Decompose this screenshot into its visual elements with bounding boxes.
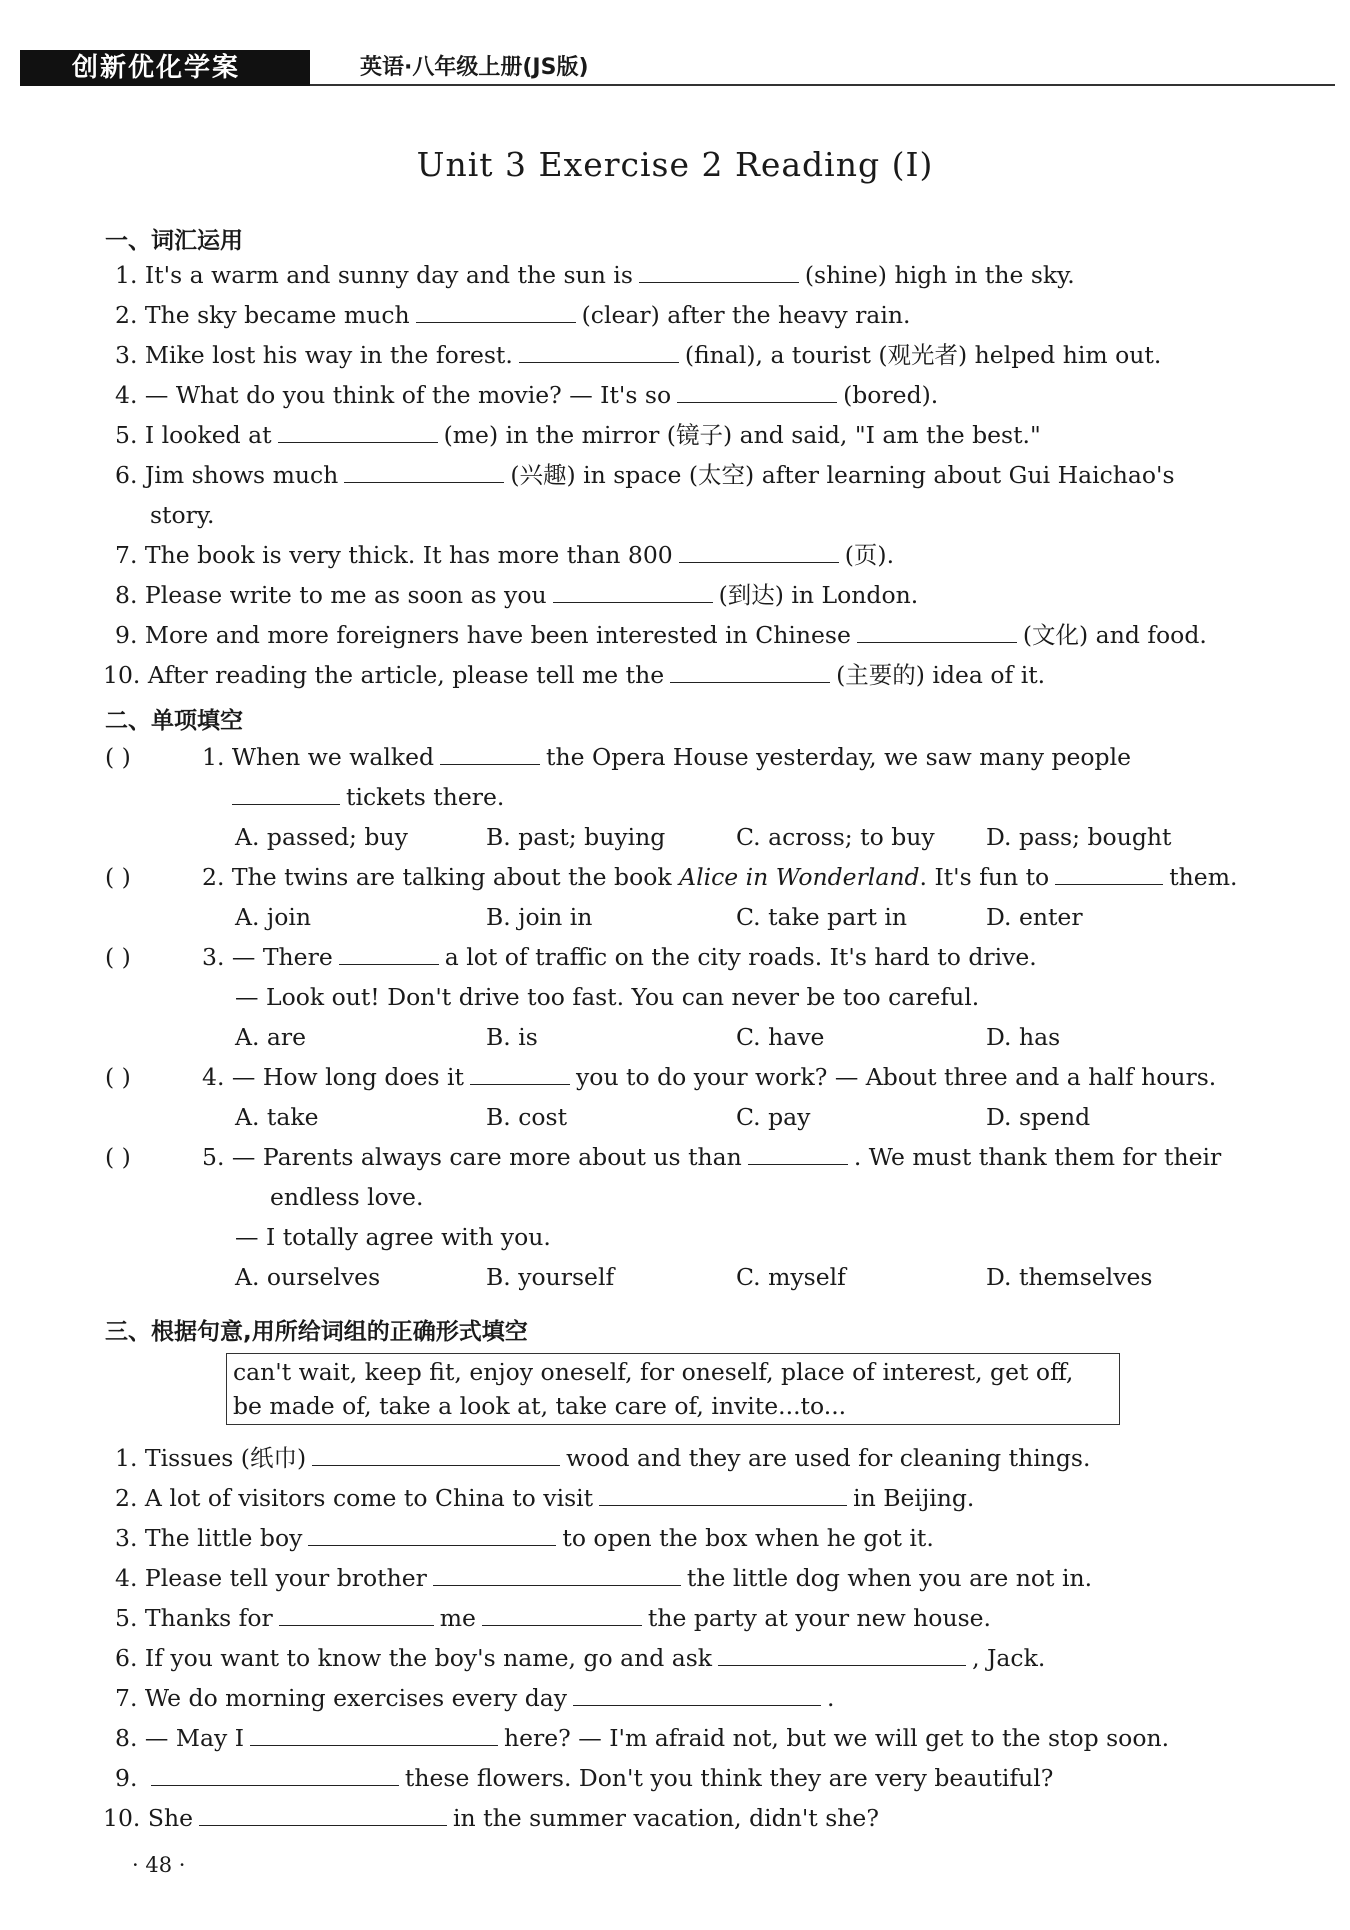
answer-blank[interactable] bbox=[232, 784, 340, 805]
item-text: It's a warm and sunny day and the sun is bbox=[144, 261, 633, 289]
option-c: C. myself bbox=[736, 1263, 846, 1291]
item-number: 6. bbox=[115, 1644, 138, 1672]
option-b: B. yourself bbox=[486, 1263, 615, 1291]
book-subtitle: 英语·八年级上册(JS版) bbox=[360, 55, 589, 80]
item-text: (shine) high in the sky. bbox=[804, 261, 1075, 289]
s1-item-6 bbox=[115, 460, 1175, 490]
item-number: 10. bbox=[103, 661, 141, 689]
answer-blank[interactable] bbox=[599, 1485, 847, 1506]
book-title: Alice in Wonderland bbox=[679, 863, 920, 891]
item-text: to open the box when he got it. bbox=[562, 1524, 934, 1552]
answer-blank[interactable] bbox=[278, 422, 438, 443]
mc-question-3-reply: — Look out! Don't drive too fast. You can never be too careful. bbox=[235, 983, 980, 1011]
answer-paren[interactable]: ( ) bbox=[105, 943, 131, 971]
item-text: . It's fun to bbox=[919, 863, 1050, 891]
item-number: 4. bbox=[115, 381, 138, 409]
item-number: 5. bbox=[115, 1604, 138, 1632]
item-number: 5. bbox=[202, 1143, 225, 1171]
option-b: B. is bbox=[486, 1023, 538, 1051]
answer-paren[interactable]: ( ) bbox=[105, 743, 131, 771]
option-d: D. spend bbox=[986, 1103, 1091, 1131]
item-text: I looked at bbox=[144, 421, 272, 449]
item-number: 5. bbox=[115, 421, 138, 449]
answer-blank[interactable] bbox=[677, 382, 837, 403]
item-text: — May I bbox=[144, 1724, 244, 1752]
mc-question-2 bbox=[202, 862, 1237, 892]
option-d: D. pass; bought bbox=[986, 823, 1172, 851]
item-number: 9. bbox=[115, 621, 138, 649]
s1-item-8 bbox=[115, 580, 918, 610]
mc-question-1 bbox=[202, 742, 1131, 772]
answer-paren[interactable]: ( ) bbox=[105, 863, 131, 891]
item-text: (主要的) idea of it. bbox=[836, 661, 1046, 689]
mc-question-1-cont bbox=[232, 782, 504, 812]
s1-item-10 bbox=[103, 660, 1045, 690]
s1-item-3 bbox=[115, 340, 1161, 370]
s3-item-3 bbox=[115, 1523, 934, 1553]
s3-item-6 bbox=[115, 1643, 1045, 1673]
phrase-box-line: be made of, take a look at, take care of, invite...to... bbox=[233, 1392, 847, 1420]
answer-blank[interactable] bbox=[1055, 864, 1163, 885]
item-text: (bored). bbox=[843, 381, 939, 409]
item-text: . bbox=[827, 1684, 835, 1712]
item-text: The sky became much bbox=[144, 301, 410, 329]
item-text: We do morning exercises every day bbox=[144, 1684, 568, 1712]
item-text: the little dog when you are not in. bbox=[686, 1564, 1093, 1592]
item-text: Tissues (纸巾) bbox=[144, 1444, 307, 1472]
option-d: D. themselves bbox=[986, 1263, 1153, 1291]
answer-blank[interactable] bbox=[748, 1144, 848, 1165]
s1-item-1 bbox=[115, 260, 1075, 290]
s3-item-7 bbox=[115, 1683, 835, 1713]
answer-blank[interactable] bbox=[151, 1765, 399, 1786]
item-number: 4. bbox=[202, 1063, 225, 1091]
answer-blank[interactable] bbox=[857, 622, 1017, 643]
item-text: (页). bbox=[844, 541, 895, 569]
option-c: C. pay bbox=[736, 1103, 811, 1131]
item-text: you to do your work? — About three and a half hours. bbox=[576, 1063, 1217, 1091]
item-number: 8. bbox=[115, 1724, 138, 1752]
item-number: 9. bbox=[115, 1764, 138, 1792]
answer-blank[interactable] bbox=[279, 1605, 434, 1626]
mc-question-5-cont: endless love. bbox=[270, 1183, 424, 1211]
option-a: A. take bbox=[235, 1103, 319, 1131]
s1-item-5 bbox=[115, 420, 1041, 450]
item-text: (到达) in London. bbox=[718, 581, 919, 609]
option-b: B. cost bbox=[486, 1103, 568, 1131]
option-c: C. take part in bbox=[736, 903, 908, 931]
answer-blank[interactable] bbox=[308, 1525, 556, 1546]
item-text: (final), a tourist (观光者) helped him out. bbox=[684, 341, 1162, 369]
option-c: C. across; to buy bbox=[736, 823, 935, 851]
item-number: 3. bbox=[115, 1524, 138, 1552]
item-number: 1. bbox=[115, 1444, 138, 1472]
item-text: Jim shows much bbox=[144, 461, 339, 489]
item-text: — Parents always care more about us than bbox=[231, 1143, 742, 1171]
item-number: 7. bbox=[115, 1684, 138, 1712]
item-text: , Jack. bbox=[972, 1644, 1046, 1672]
item-text: me bbox=[439, 1604, 476, 1632]
item-number: 3. bbox=[202, 943, 225, 971]
item-number: 4. bbox=[115, 1564, 138, 1592]
item-number: 3. bbox=[115, 341, 138, 369]
answer-blank[interactable] bbox=[470, 1064, 570, 1085]
s1-item-4 bbox=[115, 380, 938, 410]
item-text: story. bbox=[150, 501, 215, 529]
item-text: Please write to me as soon as you bbox=[144, 581, 547, 609]
page-header bbox=[20, 50, 1335, 86]
item-text: (me) in the mirror (镜子) and said, "I am the best." bbox=[443, 421, 1041, 449]
item-text: — There bbox=[231, 943, 333, 971]
answer-blank[interactable] bbox=[312, 1445, 560, 1466]
item-text: (兴趣) in space (太空) after learning about Gui Haichao's bbox=[510, 461, 1175, 489]
item-text: More and more foreigners have been interested in Chinese bbox=[144, 621, 851, 649]
page-title: Unit 3 Exercise 2 Reading (Ⅰ) bbox=[416, 145, 934, 184]
mc-question-5 bbox=[202, 1142, 1221, 1172]
answer-blank[interactable] bbox=[250, 1725, 498, 1746]
answer-blank[interactable] bbox=[553, 582, 713, 603]
item-text: Thanks for bbox=[144, 1604, 273, 1632]
item-text: the Opera House yesterday, we saw many people bbox=[546, 743, 1132, 771]
option-a: A. are bbox=[235, 1023, 307, 1051]
item-text: Please tell your brother bbox=[144, 1564, 427, 1592]
answer-blank[interactable] bbox=[718, 1645, 966, 1666]
item-text: here? — I'm afraid not, but we will get to the stop soon. bbox=[503, 1724, 1170, 1752]
item-text: a lot of traffic on the city roads. It's hard to drive. bbox=[444, 943, 1037, 971]
item-text: (clear) after the heavy rain. bbox=[581, 301, 911, 329]
phrase-box-line: can't wait, keep fit, enjoy oneself, for oneself, place of interest, get off, bbox=[233, 1358, 1074, 1386]
page-number: · 48 · bbox=[132, 1853, 186, 1877]
item-number: 6. bbox=[115, 461, 138, 489]
answer-blank[interactable] bbox=[573, 1685, 821, 1706]
s3-item-1 bbox=[115, 1443, 1090, 1473]
item-text: After reading the article, please tell me the bbox=[147, 661, 665, 689]
item-text: — What do you think of the movie? — It's so bbox=[144, 381, 672, 409]
answer-blank[interactable] bbox=[639, 262, 799, 283]
answer-blank[interactable] bbox=[344, 462, 504, 483]
answer-paren[interactable]: ( ) bbox=[105, 1063, 131, 1091]
answer-blank[interactable] bbox=[519, 342, 679, 363]
item-text: wood and they are used for cleaning things. bbox=[566, 1444, 1091, 1472]
answer-paren[interactable]: ( ) bbox=[105, 1143, 131, 1171]
mc-question-5-reply: — I totally agree with you. bbox=[235, 1223, 551, 1251]
item-text: the party at your new house. bbox=[647, 1604, 992, 1632]
item-text: The book is very thick. It has more than 800 bbox=[144, 541, 673, 569]
item-text: Mike lost his way in the forest. bbox=[144, 341, 513, 369]
answer-blank[interactable] bbox=[670, 662, 830, 683]
section3-heading: 三、根据句意,用所给词组的正确形式填空 bbox=[105, 1319, 528, 1345]
option-a: A. ourselves bbox=[235, 1263, 381, 1291]
s3-item-8 bbox=[115, 1723, 1169, 1753]
item-number: 1. bbox=[115, 261, 138, 289]
s1-item-9 bbox=[115, 620, 1207, 650]
header-divider bbox=[310, 84, 1335, 86]
answer-blank[interactable] bbox=[199, 1805, 447, 1826]
option-a: A. passed; buy bbox=[235, 823, 408, 851]
option-b: B. past; buying bbox=[486, 823, 666, 851]
item-number: 10. bbox=[103, 1804, 141, 1832]
item-number: 1. bbox=[202, 743, 225, 771]
answer-blank[interactable] bbox=[482, 1605, 642, 1626]
item-text: in Beijing. bbox=[853, 1484, 975, 1512]
s1-item-2 bbox=[115, 300, 910, 330]
s3-item-9 bbox=[115, 1763, 1053, 1793]
s1-item-7 bbox=[115, 540, 894, 570]
item-number: 2. bbox=[115, 301, 138, 329]
answer-blank[interactable] bbox=[433, 1565, 681, 1586]
section2-heading: 二、单项填空 bbox=[105, 708, 243, 734]
s3-item-4 bbox=[115, 1563, 1092, 1593]
item-text: The twins are talking about the book bbox=[231, 863, 672, 891]
item-text: them. bbox=[1169, 863, 1238, 891]
item-text: these flowers. Don't you think they are very beautiful? bbox=[404, 1764, 1054, 1792]
item-text: tickets there. bbox=[346, 783, 505, 811]
answer-blank[interactable] bbox=[339, 944, 439, 965]
item-text: — How long does it bbox=[231, 1063, 465, 1091]
item-text: A lot of visitors come to China to visit bbox=[144, 1484, 594, 1512]
item-text: When we walked bbox=[231, 743, 435, 771]
mc-question-3 bbox=[202, 942, 1037, 972]
s3-item-10 bbox=[103, 1803, 879, 1833]
section1-heading: 一、词汇运用 bbox=[105, 228, 243, 254]
phrase-box bbox=[226, 1353, 1120, 1425]
mc-question-4 bbox=[202, 1062, 1216, 1092]
item-number: 2. bbox=[115, 1484, 138, 1512]
item-number: 8. bbox=[115, 581, 138, 609]
brand-logo: 创新优化学案 bbox=[20, 50, 310, 86]
s1-item-6-cont bbox=[150, 500, 215, 530]
option-d: D. has bbox=[986, 1023, 1061, 1051]
option-a: A. join bbox=[235, 903, 311, 931]
option-b: B. join in bbox=[486, 903, 593, 931]
item-number: 2. bbox=[202, 863, 225, 891]
answer-blank[interactable] bbox=[416, 302, 576, 323]
option-d: D. enter bbox=[986, 903, 1083, 931]
answer-blank[interactable] bbox=[440, 744, 540, 765]
item-number: 7. bbox=[115, 541, 138, 569]
answer-blank[interactable] bbox=[679, 542, 839, 563]
option-c: C. have bbox=[736, 1023, 825, 1051]
item-text: in the summer vacation, didn't she? bbox=[453, 1804, 879, 1832]
s3-item-5 bbox=[115, 1603, 991, 1633]
item-text: She bbox=[147, 1804, 194, 1832]
item-text: The little boy bbox=[144, 1524, 303, 1552]
item-text: . We must thank them for their bbox=[853, 1143, 1222, 1171]
item-text: (文化) and food. bbox=[1022, 621, 1207, 649]
s3-item-2 bbox=[115, 1483, 974, 1513]
item-text: If you want to know the boy's name, go and ask bbox=[144, 1644, 713, 1672]
